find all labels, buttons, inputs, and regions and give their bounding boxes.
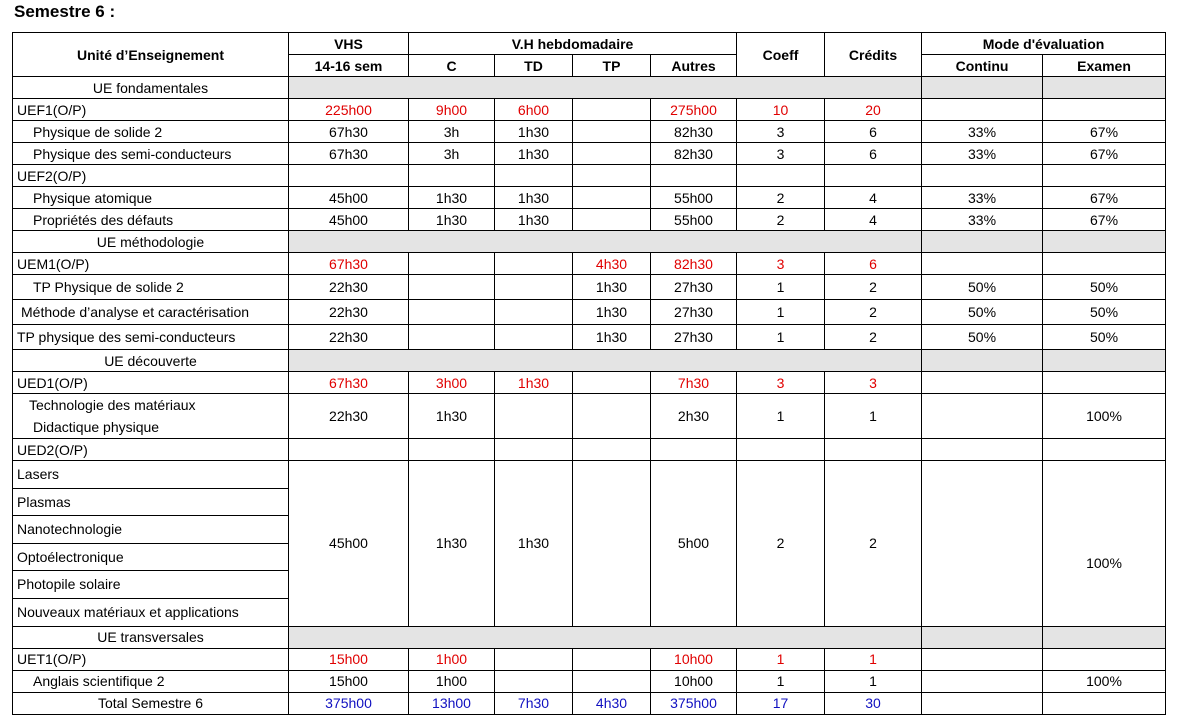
matiere-name: Didactique physique [33, 419, 160, 435]
cell-coeff: 2 [737, 461, 825, 627]
table-row [13, 209, 1166, 231]
header-continu: Continu [922, 55, 1043, 77]
total-c: 13h00 [409, 692, 495, 714]
cell-coeff: 1 [737, 325, 825, 350]
cell-credits: 2 [825, 461, 922, 627]
cell-autres: 27h30 [651, 300, 737, 325]
table-row [13, 394, 1166, 439]
cell-vhs: 22h30 [289, 275, 409, 300]
cell-continu: 33% [922, 121, 1043, 143]
cell-c: 3h [409, 143, 495, 165]
cell-continu: 33% [922, 209, 1043, 231]
ue-coeff: 3 [737, 253, 825, 275]
table-row [13, 275, 1166, 300]
section-row [13, 231, 1166, 253]
cell-credits: 1 [825, 670, 922, 692]
ue-row [13, 372, 1166, 394]
ue-td: 6h00 [495, 99, 573, 121]
cell-coeff: 1 [737, 275, 825, 300]
cell-c: 3h [409, 121, 495, 143]
cell-vhs: 22h30 [289, 325, 409, 350]
cell-td: 1h30 [495, 461, 573, 627]
cell-autres: 2h30 [651, 394, 737, 439]
header-unite: Unité d’Enseignement [13, 33, 289, 77]
cell-examen: 50% [1043, 275, 1166, 300]
ue-c: 9h00 [409, 99, 495, 121]
table-row [13, 121, 1166, 143]
cell-examen: 67% [1043, 121, 1166, 143]
cell-coeff: 1 [737, 394, 825, 439]
section-row [13, 626, 1166, 648]
matiere-name: Technologie des matériaux [29, 397, 196, 413]
cell-autres: 27h30 [651, 325, 737, 350]
cell-c: 1h00 [409, 670, 495, 692]
header-autres: Autres [651, 55, 737, 77]
cell-vhs: 45h00 [289, 461, 409, 627]
cell-credits: 1 [825, 394, 922, 439]
ue-tp: 4h30 [573, 253, 651, 275]
ue-vhs: 15h00 [289, 648, 409, 670]
cell-continu: 33% [922, 143, 1043, 165]
table-row [13, 670, 1166, 692]
cell-vhs: 45h00 [289, 187, 409, 209]
cell-c: 1h30 [409, 394, 495, 439]
ue-name: UED2(O/P) [13, 439, 289, 461]
matiere-name: Physique atomique [13, 187, 289, 209]
cell-examen: 67% [1043, 187, 1166, 209]
cell-td: 1h30 [495, 209, 573, 231]
cell-continu: 50% [922, 325, 1043, 350]
matiere-group [13, 394, 289, 439]
cell-examen: 100% [1043, 461, 1166, 627]
ue-autres: 7h30 [651, 372, 737, 394]
matiere-name: Anglais scientifique 2 [13, 670, 289, 692]
ue-name: UET1(O/P) [13, 648, 289, 670]
section-row [13, 350, 1166, 372]
matiere-name: Méthode d’analyse et caractérisation [13, 300, 289, 325]
cell-examen: 100% [1043, 670, 1166, 692]
cell-examen: 67% [1043, 209, 1166, 231]
cell-td: 1h30 [495, 143, 573, 165]
cell-autres: 55h00 [651, 187, 737, 209]
options-list [13, 461, 289, 627]
option-item: Lasers [13, 461, 288, 489]
header-td: TD [495, 55, 573, 77]
cell-coeff: 3 [737, 143, 825, 165]
cell-coeff: 2 [737, 187, 825, 209]
section-methodologie: UE méthodologie [13, 231, 289, 253]
ue-autres: 10h00 [651, 648, 737, 670]
header-vh-hebdo: V.H hebdomadaire [409, 33, 737, 55]
cell-credits: 2 [825, 325, 922, 350]
cell-credits: 6 [825, 121, 922, 143]
cell-vhs: 45h00 [289, 209, 409, 231]
cell-examen: 50% [1043, 300, 1166, 325]
total-row [13, 692, 1166, 714]
table-row [13, 325, 1166, 350]
header-vhs-sub: 14-16 sem [289, 55, 409, 77]
ue-coeff: 1 [737, 648, 825, 670]
cell-coeff: 1 [737, 670, 825, 692]
page-title: Semestre 6 : [14, 2, 116, 21]
header-row-1 [13, 33, 1166, 55]
option-item: Nouveaux matériaux et applications [17, 603, 239, 620]
cell-credits: 6 [825, 143, 922, 165]
ue-autres: 82h30 [651, 253, 737, 275]
cell-credits: 2 [825, 300, 922, 325]
ue-vhs: 67h30 [289, 372, 409, 394]
ue-row [13, 439, 1166, 461]
cell-examen: 67% [1043, 143, 1166, 165]
matiere-name: TP Physique de solide 2 [13, 275, 289, 300]
ue-row [13, 648, 1166, 670]
cell-autres: 10h00 [651, 670, 737, 692]
ue-vhs: 225h00 [289, 99, 409, 121]
section-fondamentales: UE fondamentales [13, 77, 289, 99]
cell-autres: 27h30 [651, 275, 737, 300]
total-td: 7h30 [495, 692, 573, 714]
cell-vhs: 15h00 [289, 670, 409, 692]
matiere-name: Propriétés des défauts [13, 209, 289, 231]
ue-c: 1h00 [409, 648, 495, 670]
header-vhs: VHS [289, 33, 409, 55]
total-label: Total Semestre 6 [13, 692, 289, 714]
cell-credits: 4 [825, 187, 922, 209]
cell-vhs: 67h30 [289, 121, 409, 143]
cell-tp: 1h30 [573, 300, 651, 325]
header-mode: Mode d'évaluation [922, 33, 1166, 55]
option-item: Photopile solaire [13, 571, 288, 599]
cell-vhs: 22h30 [289, 300, 409, 325]
cell-td: 1h30 [495, 187, 573, 209]
cell-examen: 50% [1043, 325, 1166, 350]
table-row [13, 461, 1166, 627]
ue-coeff: 10 [737, 99, 825, 121]
cell-credits: 2 [825, 275, 922, 300]
cell-examen: 100% [1043, 394, 1166, 439]
header-examen: Examen [1043, 55, 1166, 77]
cell-vhs: 22h30 [289, 394, 409, 439]
header-coeff: Coeff [737, 33, 825, 77]
matiere-name: Physique de solide 2 [13, 121, 289, 143]
cell-c: 1h30 [409, 187, 495, 209]
cell-autres: 82h30 [651, 143, 737, 165]
ue-credits: 3 [825, 372, 922, 394]
ue-td: 1h30 [495, 372, 573, 394]
section-row [13, 77, 1166, 99]
ue-vhs: 67h30 [289, 253, 409, 275]
table-row [13, 300, 1166, 325]
cell-c: 1h30 [409, 209, 495, 231]
ue-name: UEF2(O/P) [13, 165, 289, 187]
ue-credits: 6 [825, 253, 922, 275]
ue-credits: 1 [825, 648, 922, 670]
total-tp: 4h30 [573, 692, 651, 714]
total-autres: 375h00 [651, 692, 737, 714]
semester-table [12, 32, 1166, 715]
ue-row [13, 253, 1166, 275]
table-row [13, 143, 1166, 165]
ue-name: UED1(O/P) [13, 372, 289, 394]
cell-tp: 1h30 [573, 275, 651, 300]
cell-continu: 50% [922, 300, 1043, 325]
section-transversales: UE transversales [13, 626, 289, 648]
cell-vhs: 67h30 [289, 143, 409, 165]
ue-credits: 20 [825, 99, 922, 121]
total-credits: 30 [825, 692, 922, 714]
ue-row [13, 165, 1166, 187]
cell-continu: 50% [922, 275, 1043, 300]
header-tp: TP [573, 55, 651, 77]
total-coeff: 17 [737, 692, 825, 714]
matiere-name: Physique des semi-conducteurs [13, 143, 289, 165]
header-credits: Crédits [825, 33, 922, 77]
ue-coeff: 3 [737, 372, 825, 394]
matiere-name: TP physique des semi-conducteurs [13, 325, 289, 350]
option-item: Plasmas [13, 489, 288, 517]
cell-c: 1h30 [409, 461, 495, 627]
cell-autres: 55h00 [651, 209, 737, 231]
ue-c: 3h00 [409, 372, 495, 394]
ue-name: UEM1(O/P) [13, 253, 289, 275]
option-item: Nanotechnologie [13, 516, 288, 544]
ue-row [13, 99, 1166, 121]
cell-tp: 1h30 [573, 325, 651, 350]
ue-name: UEF1(O/P) [13, 99, 289, 121]
section-decouverte: UE découverte [13, 350, 289, 372]
header-c: C [409, 55, 495, 77]
cell-autres: 82h30 [651, 121, 737, 143]
cell-autres: 5h00 [651, 461, 737, 627]
cell-continu: 33% [922, 187, 1043, 209]
cell-coeff: 3 [737, 121, 825, 143]
cell-coeff: 1 [737, 300, 825, 325]
option-item: Optoélectronique [13, 544, 288, 572]
cell-td: 1h30 [495, 121, 573, 143]
total-vhs: 375h00 [289, 692, 409, 714]
table-row [13, 187, 1166, 209]
cell-coeff: 2 [737, 209, 825, 231]
cell-credits: 4 [825, 209, 922, 231]
ue-autres: 275h00 [651, 99, 737, 121]
